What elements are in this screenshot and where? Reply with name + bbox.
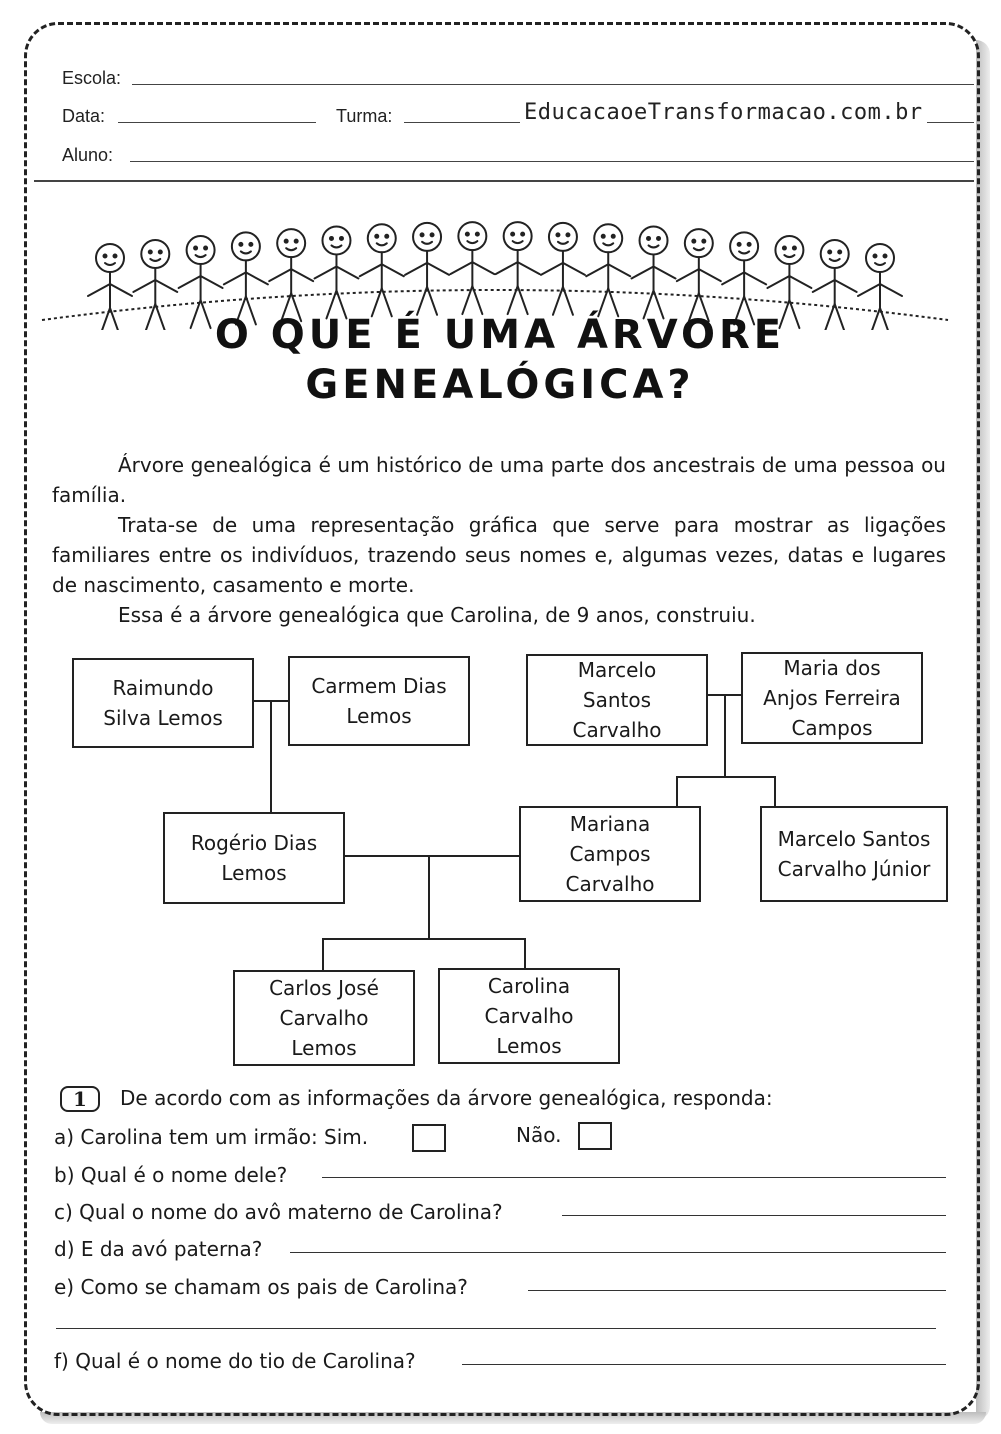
child-figure (722, 232, 766, 324)
name-line: Carvalho (279, 1006, 369, 1030)
date-answer-line[interactable] (118, 122, 316, 123)
connector-siblings (322, 938, 526, 940)
name-line: Marcelo Santos (777, 827, 931, 851)
name-line: Carlos José (269, 976, 379, 1000)
question-e: e) Como se chamam os pais de Carolina? (54, 1275, 468, 1299)
child-figure (360, 224, 404, 316)
header-divider (34, 180, 974, 182)
connector-to-mother (676, 776, 678, 806)
name-line: Raimundo (112, 676, 214, 700)
name-line: Marcelo (577, 658, 657, 682)
title-line-1: O QUE É UMA ÁRVORE (214, 312, 786, 358)
name-line: Carvalho (572, 718, 662, 742)
school-answer-line[interactable] (132, 84, 974, 85)
child-figure (496, 222, 540, 314)
box-maternal-grandmother (741, 652, 923, 744)
connector-maternal-down (724, 694, 726, 776)
name-line: Campos (569, 842, 651, 866)
name-line: Campos (791, 716, 873, 740)
child-figure (314, 226, 358, 318)
child-figure (269, 229, 313, 321)
child-figure (677, 229, 721, 321)
intro-paragraph-1-text: Árvore genealógica é um histórico de uma parte dos ancestrais de uma pessoa ou família. (52, 453, 946, 507)
answer-line-e-extra[interactable] (56, 1328, 936, 1329)
name-line: Carolina (487, 974, 571, 998)
child-figure (541, 223, 585, 315)
name-line: Santos (582, 688, 652, 712)
student-answer-line[interactable] (130, 161, 974, 162)
box-uncle (760, 806, 948, 902)
child-figure (450, 222, 494, 314)
name-line: Silva Lemos (103, 706, 223, 730)
question-f: f) Qual é o nome do tio de Carolina? (54, 1349, 416, 1373)
name-line: Lemos (291, 1036, 357, 1060)
name-line: Anjos Ferreira (763, 686, 901, 710)
question-d: d) E da avó paterna? (54, 1237, 263, 1261)
question-c: c) Qual o nome do avô materno de Carolina? (54, 1200, 503, 1224)
box-paternal-grandmother (288, 656, 470, 746)
child-figure (632, 226, 676, 318)
name-line: Carvalho (565, 872, 655, 896)
connector-parents-couple (344, 855, 520, 857)
box-carolina (438, 968, 620, 1064)
connector-maternal-children (676, 776, 776, 778)
checkbox-no[interactable] (578, 1122, 612, 1150)
question-a: a) Carolina tem um irmão: Sim. (54, 1125, 369, 1149)
connector-to-brother (322, 938, 324, 970)
name-line: Rogério Dias (190, 831, 318, 855)
connector-paternal-to-father (270, 700, 272, 812)
question-number-badge: 1 (60, 1086, 100, 1112)
connector-parents-down (428, 855, 430, 939)
child-figure (586, 224, 630, 316)
checkbox-yes[interactable] (412, 1124, 446, 1152)
box-brother (233, 970, 415, 1066)
name-line: Lemos (496, 1034, 562, 1058)
connector-to-uncle (774, 776, 776, 806)
box-maternal-grandfather (526, 654, 708, 746)
answer-line-d[interactable] (290, 1252, 946, 1253)
website-watermark: EducacaoeTransformacao.com.br (520, 100, 927, 125)
connector-to-carolina (524, 938, 526, 970)
school-label: Escola: (62, 68, 122, 88)
question-b: b) Qual é o nome dele? (54, 1163, 288, 1187)
name-line: Carvalho Júnior (777, 857, 931, 881)
box-paternal-grandfather (72, 658, 254, 748)
box-mother (519, 806, 701, 902)
name-line: Carvalho (484, 1004, 574, 1028)
class-label: Turma: (336, 106, 393, 126)
intro-paragraph-1 (52, 450, 946, 510)
child-figure (224, 232, 268, 324)
box-father (163, 812, 345, 904)
intro-paragraph-3-text: Essa é a árvore genealógica que Carolina, de 9 anos, construiu. (118, 603, 756, 627)
title-line-2: GENEALÓGICA? (305, 362, 695, 408)
question-a-no-label: Não. (516, 1123, 562, 1147)
intro-paragraph-3 (52, 600, 946, 630)
name-line: Lemos (221, 861, 287, 885)
name-line: Lemos (346, 704, 412, 728)
children-holding-hands-illustration (40, 200, 950, 330)
child-figure (405, 223, 449, 315)
answer-line-b[interactable] (322, 1177, 946, 1178)
answer-line-c[interactable] (562, 1215, 946, 1216)
question-prompt: De acordo com as informações da árvore genealógica, responda: (120, 1086, 773, 1110)
name-line: Carmem Dias (311, 674, 447, 698)
student-label: Aluno: (62, 145, 114, 165)
name-line: Mariana (569, 812, 651, 836)
intro-paragraph-2 (52, 510, 946, 600)
name-line: Maria dos (783, 656, 881, 680)
answer-line-f[interactable] (462, 1364, 946, 1365)
answer-line-e[interactable] (528, 1290, 946, 1291)
intro-paragraph-2-text: Trata-se de uma representação gráfica que serve para mostrar as ligações familiares entre os indivíduos, trazendo seus nomes e, algumas vezes, datas e lugares de nascimento, casamento e morte. (52, 513, 946, 597)
date-label: Data: (62, 106, 106, 126)
